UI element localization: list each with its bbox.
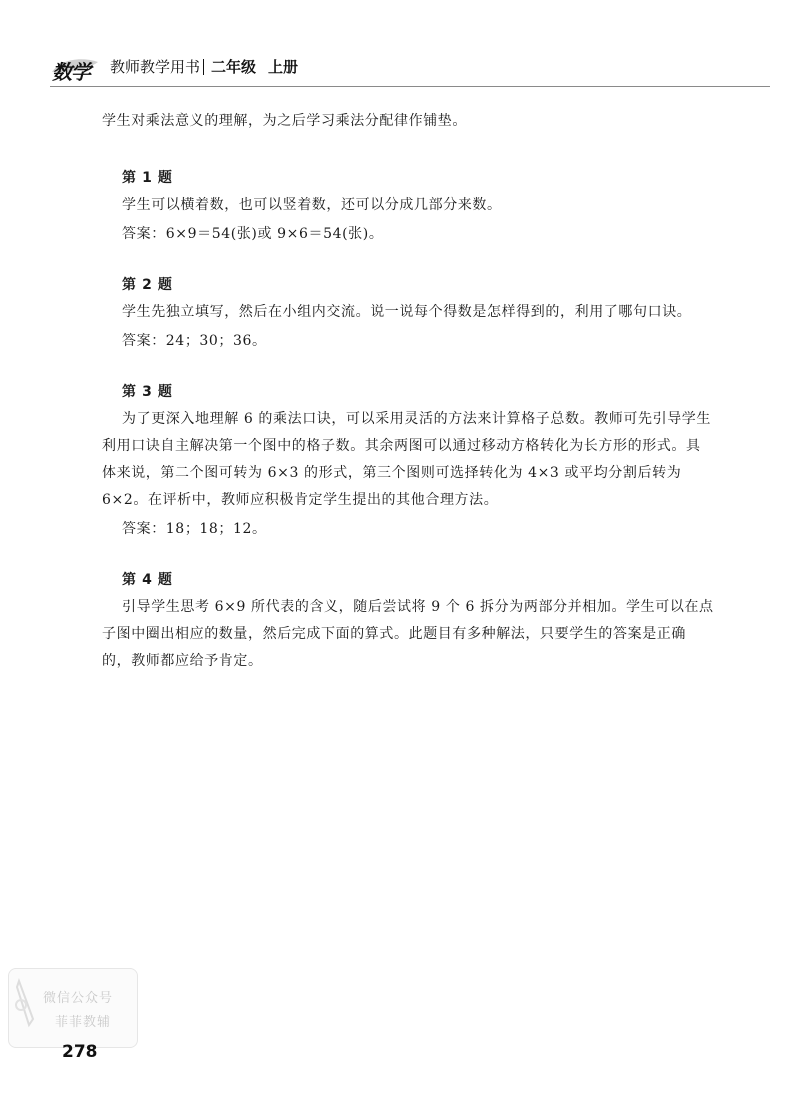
watermark-line1: 微信公众号 [43,991,114,1006]
answer-line: 答案：18；18；12。 [122,521,267,537]
section-heading: 第 2 题 [122,277,173,293]
body-paragraph: 学生可以横着数，也可以竖着数，还可以分成几部分来数。 [122,197,502,213]
running-header [50,46,770,86]
section-q4 [102,567,714,675]
section-q3 [102,379,714,543]
section-heading: 第 4 题 [122,572,173,588]
watermark-line2: 菲菲教辅 [55,1015,112,1030]
page-content [102,108,714,699]
logo-text: 数学 [52,60,90,84]
math-logo [50,52,100,84]
header-divider [203,59,204,75]
body-paragraph: 引导学生思考 6×9 所代表的含义，随后尝试将 9 个 6 拆分为两部分并相加。学生可以在点子图中圈出相应的数量，然后完成下面的算式。此题目有多种解法，只要学生的答案是正确的，教师都应给予肯定。 [102,599,714,669]
volume-label: 上册 [268,58,299,76]
body-paragraph: 学生先独立填写，然后在小组内交流。说一说每个得数是怎样得到的，利用了哪句口诀。 [122,304,692,320]
grade-label: 二年级 [211,58,257,76]
section-q1 [122,165,714,248]
book-title [110,56,298,77]
pen-icon [13,975,41,1035]
book-title-text: 教师教学用书 [110,58,201,76]
header-rule [50,86,770,87]
section-heading: 第 1 题 [122,170,173,186]
body-paragraph: 为了更深入地理解 6 的乘法口诀，可以采用灵活的方法来计算格子总数。教师可先引导学生利用口诀自主解决第一个图中的格子数。其余两图可以通过移动方格转化为长方形的形式。具体来说，第二个图可转为 6×3 的形式，第三个图则可选择转化为 4×3 或平均分割后转为 6×2。在评析中，教师应积极肯定学生提出的其他合理方法。 [102,411,712,508]
watermark [8,968,138,1048]
page-number: 278 [62,1042,98,1062]
answer-line: 答案：24；30；36。 [122,333,267,349]
lead-paragraph: 学生对乘法意义的理解，为之后学习乘法分配律作铺垫。 [102,113,467,129]
answer-line: 答案：6×9＝54(张)或 9×6＝54(张)。 [122,226,384,242]
section-heading: 第 3 题 [122,384,173,400]
section-q2 [122,272,714,355]
